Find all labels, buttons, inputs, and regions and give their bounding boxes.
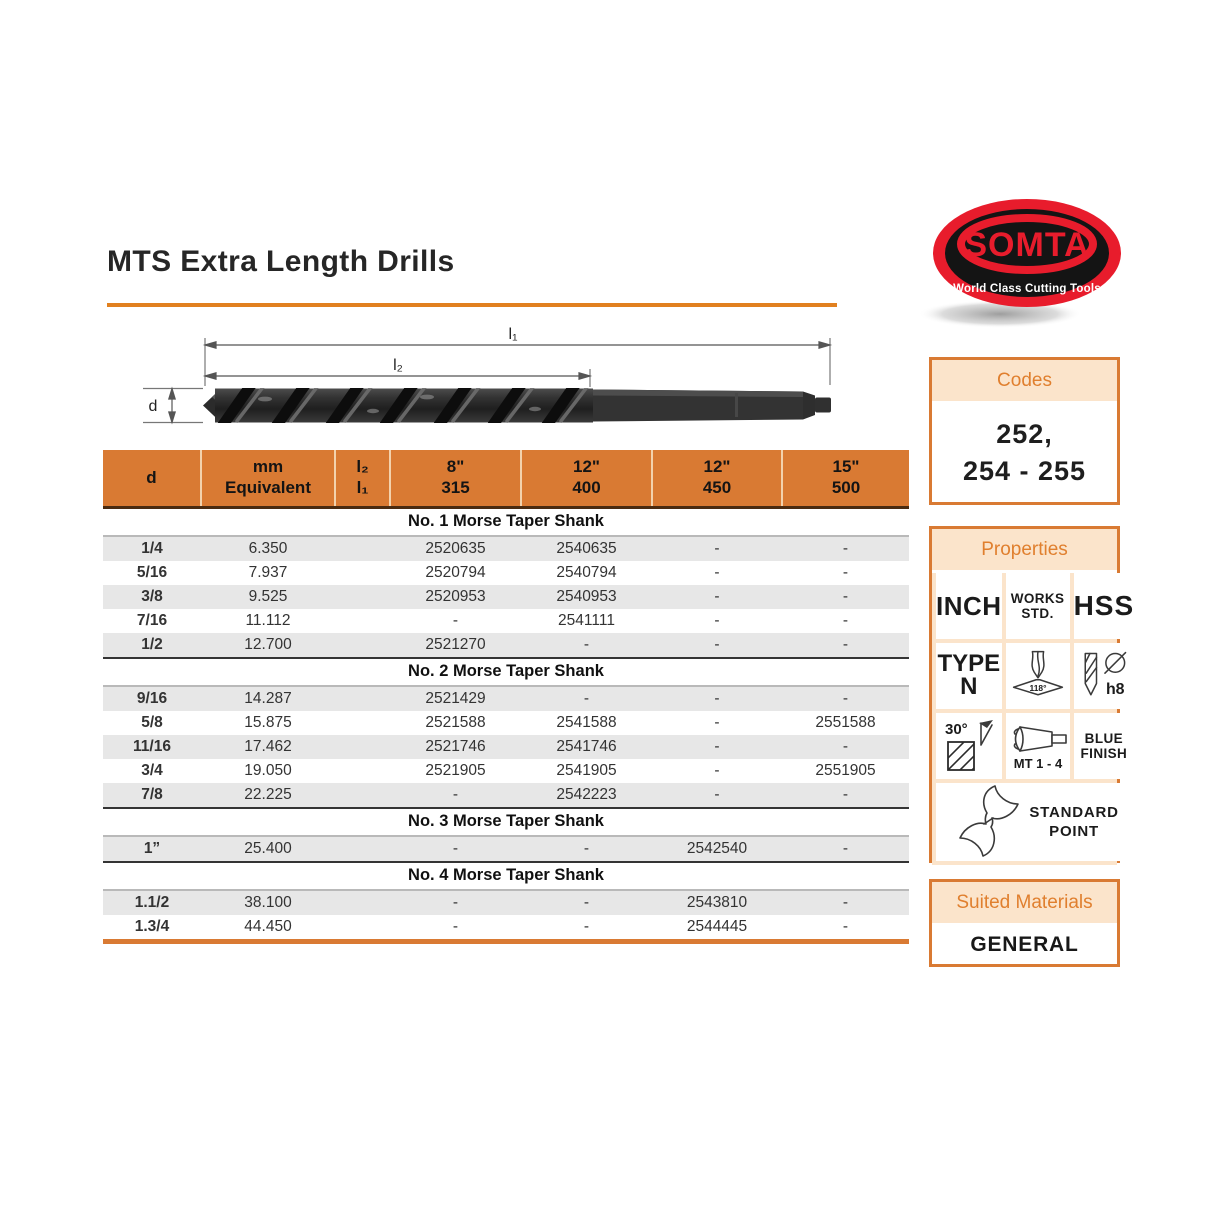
col-header-8in: 8" 315	[390, 450, 521, 507]
size-inch-cell: 9/16	[103, 686, 201, 711]
size-inch-cell: 1/2	[103, 633, 201, 658]
product-code-cell: -	[390, 890, 521, 915]
l-spacer-cell	[335, 711, 390, 735]
svg-text:MT 1 - 4: MT 1 - 4	[1013, 756, 1062, 772]
spec-table-wrap	[103, 450, 909, 944]
product-code-cell: -	[583, 917, 590, 935]
tolerance-h8-icon	[1074, 649, 1134, 703]
svg-text:118°: 118°	[1029, 683, 1047, 694]
product-code-cell: 2543810	[652, 890, 782, 915]
mm-equivalent-cell: 12.700	[201, 633, 335, 658]
product-code-cell: -	[652, 633, 782, 658]
table-row	[103, 585, 909, 609]
product-code-cell: 2521270	[390, 633, 521, 658]
product-code-cell: 2521429	[390, 686, 521, 711]
section-header-row	[103, 862, 909, 890]
logo-tagline: World Class Cutting Tools	[953, 283, 1101, 295]
product-code-cell: 2541111	[558, 611, 615, 629]
morse-taper-icon	[1006, 719, 1070, 773]
mm-equivalent-cell: 25.400	[201, 836, 335, 862]
size-inch-cell: 11/16	[103, 735, 201, 759]
product-code-cell: 2521746	[390, 735, 521, 759]
mm-equivalent-cell: 14.287	[201, 686, 335, 711]
properties-panel	[929, 526, 1135, 863]
table-row	[103, 890, 909, 915]
product-code-cell: -	[652, 783, 782, 808]
product-code-cell: -	[782, 890, 909, 915]
l-spacer-cell	[335, 915, 390, 939]
product-code-cell: -	[714, 563, 720, 581]
somta-logo-icon	[912, 188, 1138, 336]
product-code-cell: -	[521, 890, 652, 915]
size-inch-cell: 3/4	[141, 761, 163, 779]
product-code-cell: -	[390, 783, 521, 808]
section-title: No. 2 Morse Taper Shank	[103, 658, 909, 686]
product-code-cell: 2540794	[556, 563, 617, 581]
spec-table	[103, 450, 909, 939]
table-header-row	[103, 450, 909, 507]
product-code-cell: 2521588	[425, 713, 486, 731]
product-code-cell: -	[452, 611, 459, 629]
size-inch-cell: 1/4	[103, 536, 201, 561]
size-inch-cell: 7/8	[103, 783, 201, 808]
properties-panel-title: Properties	[932, 529, 1117, 573]
mm-equivalent-cell: 7.937	[248, 563, 288, 581]
product-code-cell: -	[782, 536, 909, 561]
d-label: d	[148, 398, 158, 415]
product-code-cell: -	[782, 633, 909, 658]
table-row	[103, 735, 909, 759]
col-header-mm: mm Equivalent	[201, 450, 335, 507]
product-code-cell: 2540953	[521, 585, 652, 609]
property-point-type	[936, 783, 1134, 861]
suited-materials-title: Suited Materials	[932, 882, 1117, 926]
point-type-label: STANDARD POINT	[1029, 803, 1119, 841]
size-inch-cell: 3/8	[103, 585, 201, 609]
table-row	[103, 915, 909, 939]
table-row	[103, 561, 909, 585]
table-row	[103, 609, 909, 633]
product-code-cell: -	[652, 735, 782, 759]
mm-equivalent-cell: 11.112	[245, 611, 291, 629]
l-spacer-cell	[335, 609, 390, 633]
product-code-cell: 2542540	[652, 836, 782, 862]
size-inch-cell: 1.1/2	[103, 890, 201, 915]
l-spacer-cell	[335, 783, 390, 808]
table-row	[103, 686, 909, 711]
col-header-12in-450: 12" 450	[652, 450, 782, 507]
l1-dimension-line	[205, 342, 830, 348]
product-code-cell: -	[782, 735, 909, 759]
product-code-cell: -	[714, 611, 720, 629]
size-inch-cell: 7/16	[136, 611, 168, 629]
mm-equivalent-cell: 22.225	[201, 783, 335, 808]
codes-line: 254 - 255	[962, 456, 1087, 486]
product-code-cell: 2521905	[425, 761, 486, 779]
l-spacer-cell	[335, 633, 390, 658]
product-code-cell: 2551905	[815, 761, 876, 779]
mm-equivalent-cell: 17.462	[201, 735, 335, 759]
l-spacer-cell	[335, 536, 390, 561]
l-spacer-cell	[335, 585, 390, 609]
logo-brand-text: SOMTA	[964, 226, 1090, 264]
product-code-cell: 2541905	[556, 761, 617, 779]
product-code-cell: -	[521, 836, 652, 862]
col-header-l: l₂ l₁	[335, 450, 390, 507]
col-header-15in: 15" 500	[782, 450, 909, 507]
property-hss: HSS	[1074, 573, 1135, 639]
col-header-12in-400: 12" 400	[521, 450, 652, 507]
l-spacer-cell	[335, 561, 390, 585]
section-title: No. 1 Morse Taper Shank	[103, 507, 909, 536]
codes-values	[932, 404, 1117, 502]
property-tolerance-h8	[1074, 643, 1135, 709]
property-type-n: TYPE N	[936, 643, 1002, 709]
l-spacer-cell	[335, 759, 390, 783]
suited-materials-value: GENERAL	[970, 933, 1079, 956]
page-title: MTS Extra Length Drills	[107, 245, 455, 278]
section-header-row	[103, 507, 909, 536]
section-title: No. 4 Morse Taper Shank	[103, 862, 909, 890]
size-inch-cell: 1.3/4	[134, 917, 170, 935]
title-underline	[107, 303, 837, 307]
l-spacer-cell	[335, 890, 390, 915]
product-code-cell: -	[521, 633, 652, 658]
size-inch-cell: 5/8	[141, 713, 163, 731]
codes-line: 252,	[996, 419, 1053, 449]
table-row	[103, 536, 909, 561]
somta-logo	[912, 188, 1138, 336]
standard-point-icon	[951, 783, 1023, 861]
size-inch-cell: 1”	[103, 836, 201, 862]
product-code-cell: 2541588	[556, 713, 617, 731]
mm-equivalent-cell: 44.450	[244, 917, 292, 935]
product-code-cell: 2520953	[390, 585, 521, 609]
product-code-cell: -	[652, 585, 782, 609]
svg-text:30°: 30°	[944, 721, 968, 739]
product-code-cell: -	[782, 783, 909, 808]
product-code-cell: -	[452, 917, 459, 935]
product-code-cell: -	[714, 761, 720, 779]
product-code-cell: 2541746	[521, 735, 652, 759]
l-spacer-cell	[335, 836, 390, 862]
product-code-cell: -	[782, 836, 909, 862]
codes-panel	[929, 357, 1120, 505]
mm-equivalent-cell: 15.875	[244, 713, 292, 731]
product-code-cell: -	[782, 585, 909, 609]
mm-equivalent-cell: 38.100	[201, 890, 335, 915]
product-code-cell: -	[842, 563, 849, 581]
product-code-cell: -	[652, 536, 782, 561]
section-header-row	[103, 808, 909, 836]
section-title: No. 3 Morse Taper Shank	[103, 808, 909, 836]
properties-grid	[932, 573, 1135, 865]
helix-angle-30-icon	[941, 717, 997, 775]
d-dimension-line	[169, 389, 175, 423]
l-spacer-cell	[335, 735, 390, 759]
suited-materials-panel	[929, 879, 1120, 967]
codes-panel-title: Codes	[932, 360, 1117, 404]
size-inch-cell: 5/16	[136, 563, 168, 581]
property-works-std: WORKS STD.	[1006, 573, 1070, 639]
mm-equivalent-cell: 6.350	[201, 536, 335, 561]
table-row	[103, 711, 909, 735]
product-code-cell: 2520635	[390, 536, 521, 561]
product-code-cell: 2542223	[521, 783, 652, 808]
svg-text:h8: h8	[1105, 680, 1125, 698]
product-code-cell: -	[714, 713, 720, 731]
l1-label: l₁	[508, 326, 518, 343]
point-angle-118-icon	[1008, 647, 1068, 705]
table-row	[103, 836, 909, 862]
mm-equivalent-cell: 9.525	[201, 585, 335, 609]
property-finish: BLUE FINISH	[1074, 713, 1135, 779]
product-code-cell: -	[521, 686, 652, 711]
product-code-cell: -	[842, 611, 849, 629]
drill-photo	[203, 385, 831, 425]
product-code-cell: 2551588	[815, 713, 876, 731]
table-row	[103, 633, 909, 658]
product-code-cell: 2520794	[425, 563, 486, 581]
property-helix-angle	[936, 713, 1002, 779]
product-code-cell: 2544445	[686, 917, 748, 935]
section-header-row	[103, 658, 909, 686]
product-code-cell: 2540635	[521, 536, 652, 561]
table-row	[103, 783, 909, 808]
product-code-cell: -	[842, 917, 849, 935]
l-spacer-cell	[335, 686, 390, 711]
property-point-angle	[1006, 643, 1070, 709]
drill-dimension-diagram	[115, 325, 855, 442]
col-header-d: d	[103, 450, 201, 507]
l2-label: l₂	[393, 357, 403, 374]
product-code-cell: -	[782, 686, 909, 711]
product-code-cell: -	[652, 686, 782, 711]
table-row	[103, 759, 909, 783]
product-code-cell: -	[390, 836, 521, 862]
property-taper-range	[1006, 713, 1070, 779]
mm-equivalent-cell: 19.050	[244, 761, 292, 779]
property-inch: INCH	[936, 573, 1002, 639]
